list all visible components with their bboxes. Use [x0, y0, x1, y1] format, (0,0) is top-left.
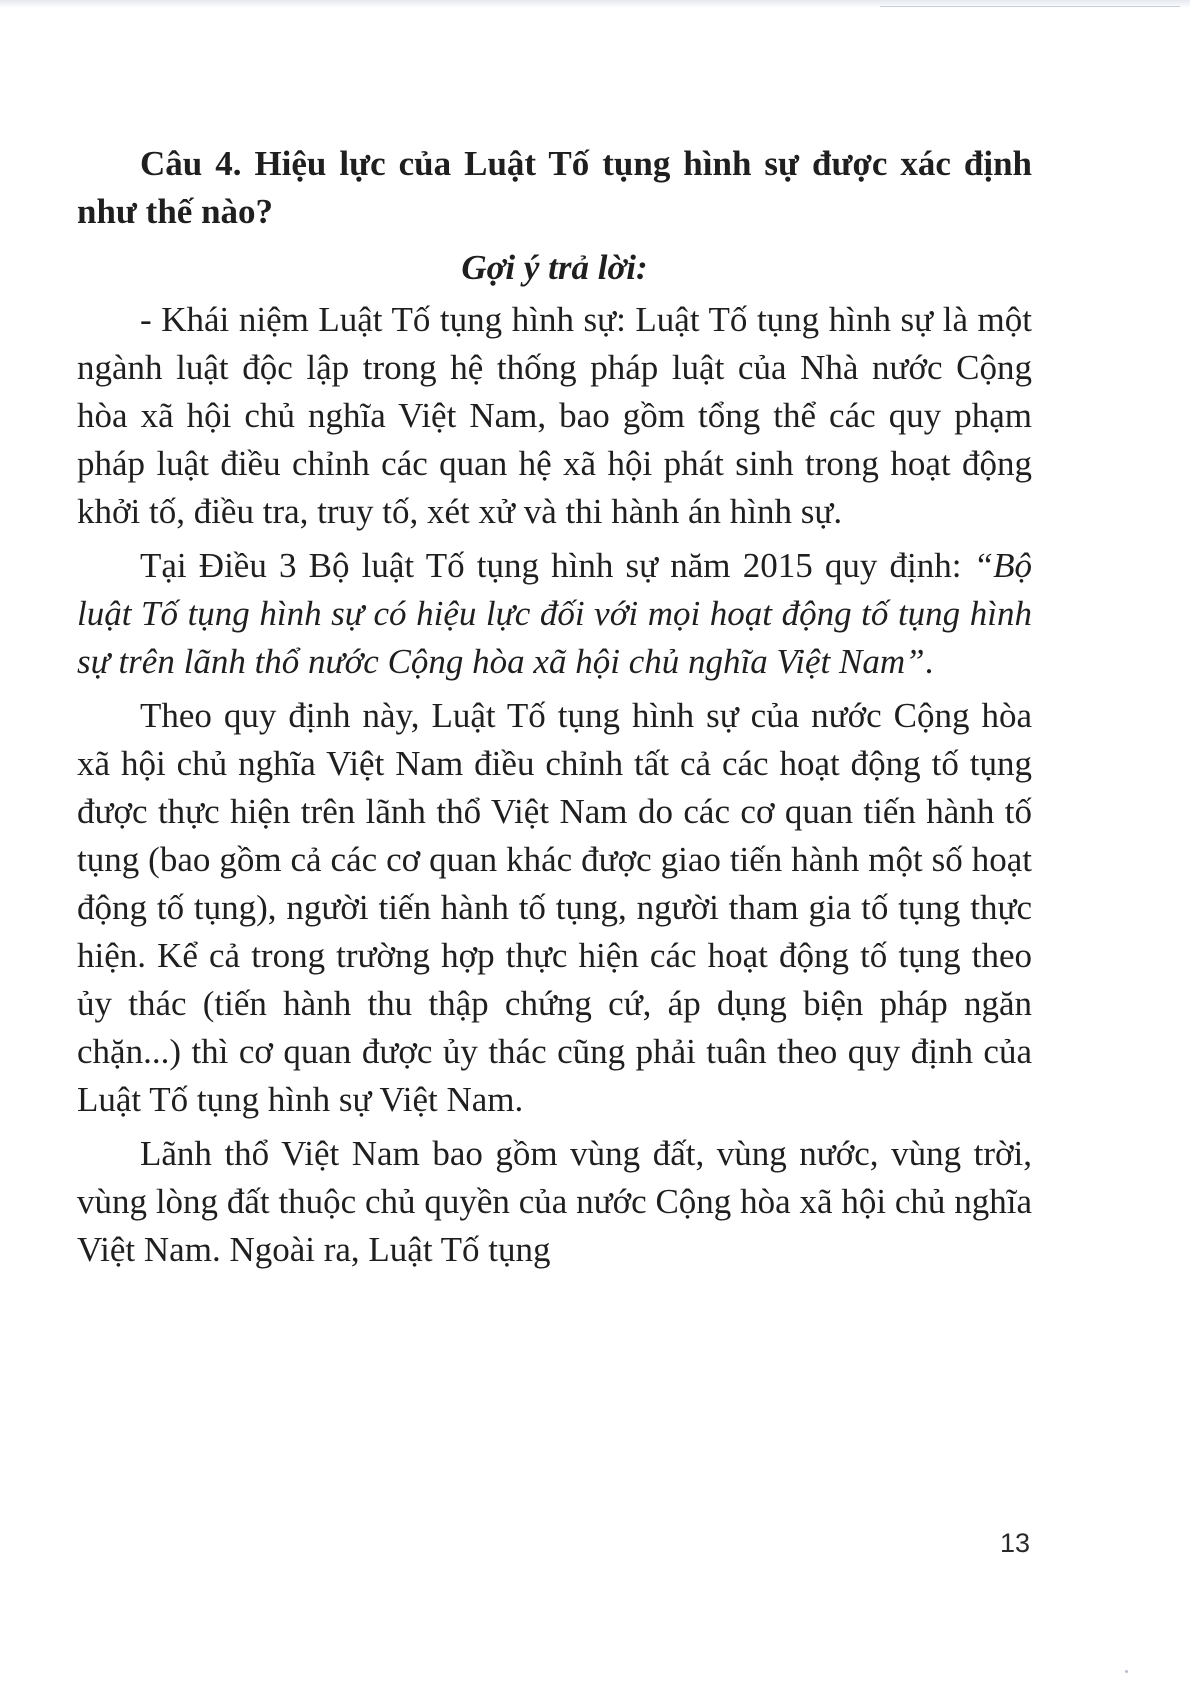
page-number: 13: [1000, 1528, 1031, 1558]
paragraph-definition: - Khái niệm Luật Tố tụng hình sự: Luật Tố tụng hình sự là một ngành luật độc lập trong hệ thống pháp luật của Nhà nước Cộng hòa xã hội chủ nghĩa Việt Nam, bao gồm tổng thể các quy phạm pháp luật điều chỉnh các quan hệ xã hội phát sinh trong hoạt động khởi tố, điều tra, truy tố, xét xử và thi hành án hình sự.: [77, 300, 1032, 531]
article-3-quote: “Bộ luật Tố tụng hình sự có hiệu lực đối với mọi hoạt động tố tụng hình sự trên lãnh thổ nước Cộng hòa xã hội chủ nghĩa Việt Nam”: [77, 546, 1032, 681]
paragraph-territory: Lãnh thổ Việt Nam bao gồm vùng đất, vùng nước, vùng trời, vùng lòng đất thuộc chủ quyền của nước Cộng hòa xã hội chủ nghĩa Việt Nam. Ngoài ra, Luật Tố tụng: [77, 1134, 1032, 1269]
paragraph-scope: Theo quy định này, Luật Tố tụng hình sự của nước Cộng hòa xã hội chủ nghĩa Việt Nam điều chỉnh tất cả các hoạt động tố tụng được thực hiện trên lãnh thổ Việt Nam do các cơ quan tiến hành tố tụng (bao gồm cả các cơ quan khác được giao tiến hành một số hoạt động tố tụng), người tiến hành tố tụng, người tham gia tố tụng thực hiện. Kể cả trong trường hợp thực hiện các hoạt động tố tụng theo ủy thác (tiến hành thu thập chứng cứ, áp dụng biện pháp ngăn chặn...) thì cơ quan được ủy thác cũng phải tuân theo quy định của Luật Tố tụng hình sự Việt Nam.: [77, 696, 1032, 1119]
question-heading: Câu 4. Hiệu lực của Luật Tố tụng hình sự được xác định như thế nào?: [77, 144, 1032, 231]
scan-edge-line: [880, 6, 1180, 7]
answer-hint-label: Gợi ý trả lời:: [461, 248, 648, 287]
article-3-lead: Tại Điều 3 Bộ luật Tố tụng hình sự năm 2015 quy định:: [140, 546, 974, 585]
paragraph-article-3: [77, 542, 1032, 686]
book-page-content: [77, 140, 1032, 1280]
scan-speck: [1125, 1670, 1128, 1673]
article-3-end: .: [924, 642, 934, 681]
